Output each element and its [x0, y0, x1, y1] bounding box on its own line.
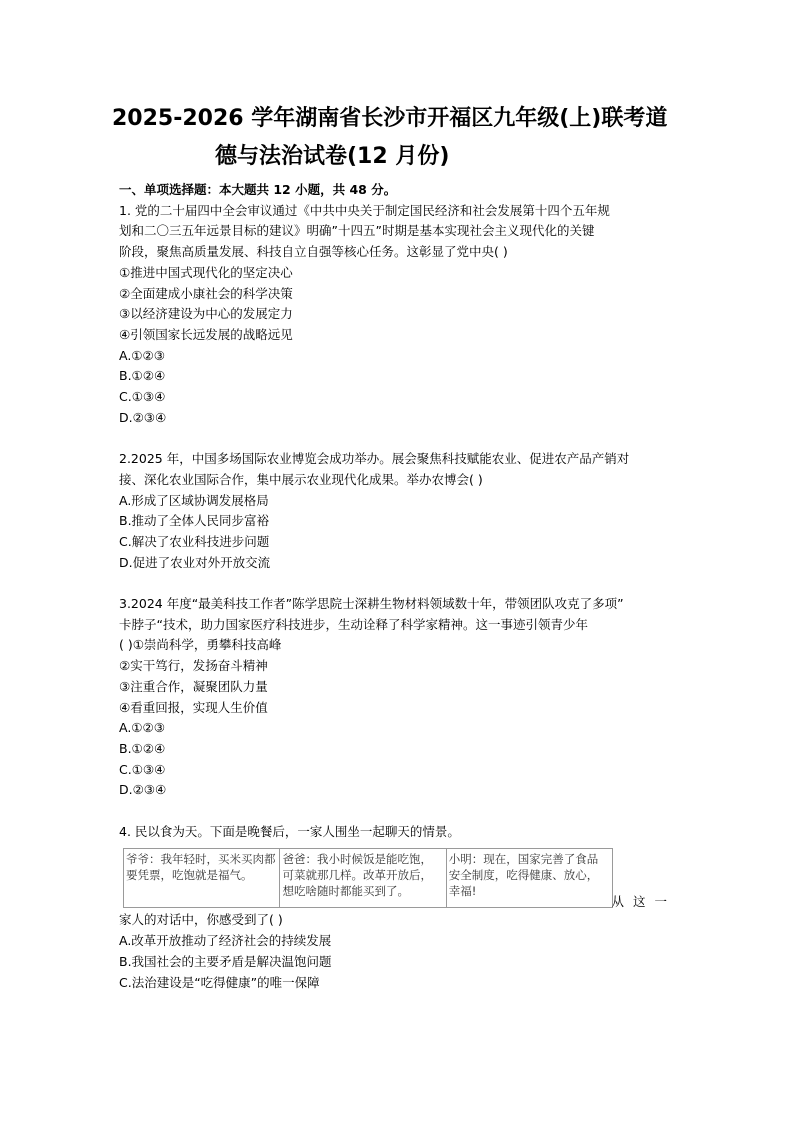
question-line: ( )①崇尚科学，勇攀科技高峰 — [119, 637, 282, 653]
answer-option: C.①③④ — [119, 761, 166, 777]
statement-item: ②全面建成小康社会的科学决策 — [119, 285, 293, 301]
statement-item: ②实干笃行，发扬奋斗精神 — [119, 658, 268, 674]
statement-item: ④看重回报，实现人生价值 — [119, 699, 268, 715]
exam-title-line2: 德与法治试卷(12 月份) — [215, 144, 450, 169]
question-line: 接、深化农业国际合作，集中展示农业现代化成果。举办农博会( ) — [119, 471, 483, 487]
question-line: 3.2024 年度“最美科技工作者”陈学思院士深耕生物材料领域数十年，带领团队攻克了多项” — [119, 596, 624, 612]
question-line: 家人的对话中，你感受到了( ) — [119, 912, 283, 928]
statement-item: ④引领国家长远发展的战略远见 — [119, 326, 293, 342]
question-2 — [119, 449, 676, 573]
question-4 — [119, 822, 676, 994]
dialog-block — [119, 848, 676, 910]
answer-option: A.①②③ — [119, 347, 165, 363]
exam-title-line1: 2025-2026 学年湖南省长沙市开福区九年级(上)联考道 — [112, 106, 668, 131]
question-line: 4. 民以食为天。下面是晚餐后，一家人围坐一起聊天的情景。 — [119, 823, 460, 839]
question-line-trailing: 从这一 — [611, 894, 676, 910]
statement-item: ①推进中国式现代化的坚定决心 — [119, 264, 293, 280]
exam-title — [112, 100, 682, 176]
answer-option: A.形成了区域协调发展格局 — [119, 492, 269, 508]
question-line: 阶段，聚焦高质量发展、科技自立自强等核心任务。这彰显了党中央( ) — [119, 244, 508, 260]
answer-option: C.法治建设是“吃得健康”的唯一保障 — [119, 974, 320, 990]
answer-option: B.①②④ — [119, 368, 166, 384]
question-line: 1. 党的二十届四中全会审议通过《中共中央关于制定国民经济和社会发展第十四个五年规 — [119, 202, 610, 218]
answer-option: B.我国社会的主要矛盾是解决温饱问题 — [119, 953, 332, 969]
question-line: 卡脖子“技术，助力国家医疗科技进步，生动诠释了科学家精神。这一事迹引领青少年 — [119, 616, 588, 632]
statement-item: ③注重合作，凝聚团队力量 — [119, 678, 268, 694]
answer-option: A.①②③ — [119, 720, 165, 736]
answer-option: B.推动了全体人民同步富裕 — [119, 513, 270, 529]
answer-option: C.解决了农业科技进步问题 — [119, 533, 270, 549]
answer-option: A.改革开放推动了经济社会的持续发展 — [119, 933, 332, 949]
dialog-xiaoming: 小明：现在，国家完善了食品安全制度，吃得健康、放心，幸福! — [446, 849, 612, 908]
question-line: 2.2025 年，中国多场国际农业博览会成功举办。展会聚焦科技赋能农业、促进农产品产销对 — [119, 451, 630, 467]
answer-option: B.①②④ — [119, 740, 166, 756]
question-1 — [119, 201, 676, 429]
exam-content — [119, 180, 676, 993]
dialog-grandpa: 爷爷：我年轻时，买米买肉都要凭票，吃饱就是福气。 — [124, 849, 280, 908]
dialog-table — [123, 848, 613, 908]
answer-option: C.①③④ — [119, 389, 166, 405]
question-3 — [119, 594, 676, 801]
section-heading: 一、单项选择题：本大题共 12 小题，共 48 分。 — [119, 182, 397, 197]
answer-option: D.②③④ — [119, 409, 167, 425]
dialog-father: 爸爸：我小时候饭是能吃饱，可菜就那几样。改革开放后，想吃啥随时都能买到了。 — [280, 849, 446, 908]
answer-option: D.促进了农业对外开放交流 — [119, 554, 271, 570]
statement-item: ③以经济建设为中心的发展定力 — [119, 306, 293, 322]
answer-option: D.②③④ — [119, 782, 167, 798]
question-line: 划和二〇三五年远景目标的建议》明确”十四五”时期是基本实现社会主义现代化的关键 — [119, 223, 595, 239]
